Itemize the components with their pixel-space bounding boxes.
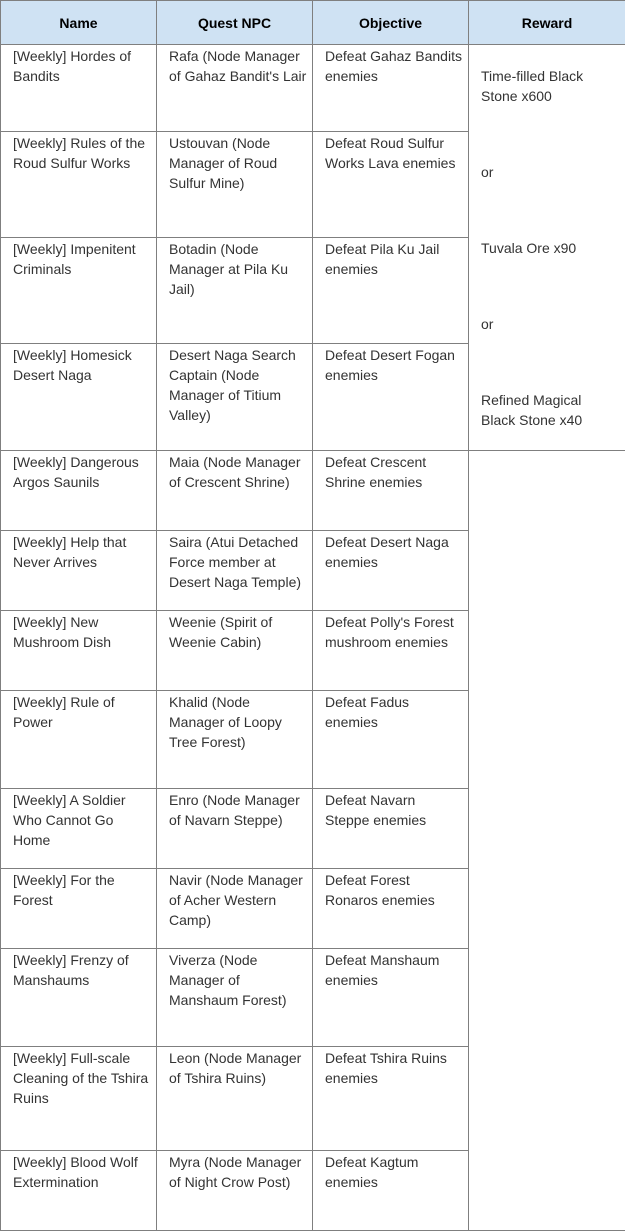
cell-name: [Weekly] Impenitent Criminals: [1, 237, 157, 343]
cell-npc: Weenie (Spirit of Weenie Cabin): [157, 611, 313, 691]
cell-npc: Ustouvan (Node Manager of Roud Sulfur Mine): [157, 131, 313, 237]
cell-objective: Defeat Crescent Shrine enemies: [313, 451, 469, 531]
cell-reward-empty: [469, 451, 625, 1231]
cell-objective: Defeat Tshira Ruins enemies: [313, 1047, 469, 1151]
cell-objective: Defeat Forest Ronaros enemies: [313, 869, 469, 949]
cell-objective: Defeat Navarn Steppe enemies: [313, 789, 469, 869]
header-objective: Objective: [313, 1, 469, 45]
reward-option-1: Time-filled Black Stone x600: [481, 66, 621, 106]
reward-option-3: Refined Magical Black Stone x40: [481, 390, 621, 430]
reward-option-2: Tuvala Ore x90: [481, 238, 621, 258]
cell-npc: Rafa (Node Manager of Gahaz Bandit's Lair: [157, 45, 313, 132]
cell-npc: Maia (Node Manager of Crescent Shrine): [157, 451, 313, 531]
cell-name: [Weekly] A Soldier Who Cannot Go Home: [1, 789, 157, 869]
cell-npc: Leon (Node Manager of Tshira Ruins): [157, 1047, 313, 1151]
cell-npc: Khalid (Node Manager of Loopy Tree Forest): [157, 691, 313, 789]
cell-npc: Saira (Atui Detached Force member at Desert Naga Temple): [157, 531, 313, 611]
cell-objective: Defeat Gahaz Bandits enemies: [313, 45, 469, 132]
cell-name: [Weekly] Rules of the Roud Sulfur Works: [1, 131, 157, 237]
cell-objective: Defeat Fadus enemies: [313, 691, 469, 789]
cell-objective: Defeat Pila Ku Jail enemies: [313, 237, 469, 343]
cell-npc: Navir (Node Manager of Acher Western Camp): [157, 869, 313, 949]
header-quest-npc: Quest NPC: [157, 1, 313, 45]
cell-objective: Defeat Desert Fogan enemies: [313, 343, 469, 450]
header-row: [1, 1, 625, 45]
cell-name: [Weekly] Hordes of Bandits: [1, 45, 157, 132]
table-row: [1, 45, 625, 132]
cell-name: [Weekly] Frenzy of Manshaums: [1, 949, 157, 1047]
cell-reward: [469, 45, 625, 451]
cell-name: [Weekly] For the Forest: [1, 869, 157, 949]
cell-npc: Viverza (Node Manager of Manshaum Forest): [157, 949, 313, 1047]
cell-npc: Desert Naga Search Captain (Node Manager of Titium Valley): [157, 343, 313, 450]
cell-name: [Weekly] New Mushroom Dish: [1, 611, 157, 691]
cell-objective: Defeat Polly's Forest mushroom enemies: [313, 611, 469, 691]
cell-npc: Enro (Node Manager of Navarn Steppe): [157, 789, 313, 869]
cell-objective: Defeat Manshaum enemies: [313, 949, 469, 1047]
cell-objective: Defeat Desert Naga enemies: [313, 531, 469, 611]
cell-objective: Defeat Kagtum enemies: [313, 1151, 469, 1231]
cell-name: [Weekly] Rule of Power: [1, 691, 157, 789]
cell-objective: Defeat Roud Sulfur Works Lava enemies: [313, 131, 469, 237]
header-name: Name: [1, 1, 157, 45]
cell-name: [Weekly] Homesick Desert Naga: [1, 343, 157, 450]
table-row: [1, 451, 625, 531]
cell-npc: Botadin (Node Manager at Pila Ku Jail): [157, 237, 313, 343]
header-reward: Reward: [469, 1, 625, 45]
cell-npc: Myra (Node Manager of Night Crow Post): [157, 1151, 313, 1231]
cell-name: [Weekly] Full-scale Cleaning of the Tshira Ruins: [1, 1047, 157, 1151]
cell-name: [Weekly] Help that Never Arrives: [1, 531, 157, 611]
cell-name: [Weekly] Blood Wolf Extermination: [1, 1151, 157, 1231]
reward-or-2: or: [481, 314, 621, 334]
reward-or-1: or: [481, 162, 621, 182]
cell-name: [Weekly] Dangerous Argos Saunils: [1, 451, 157, 531]
